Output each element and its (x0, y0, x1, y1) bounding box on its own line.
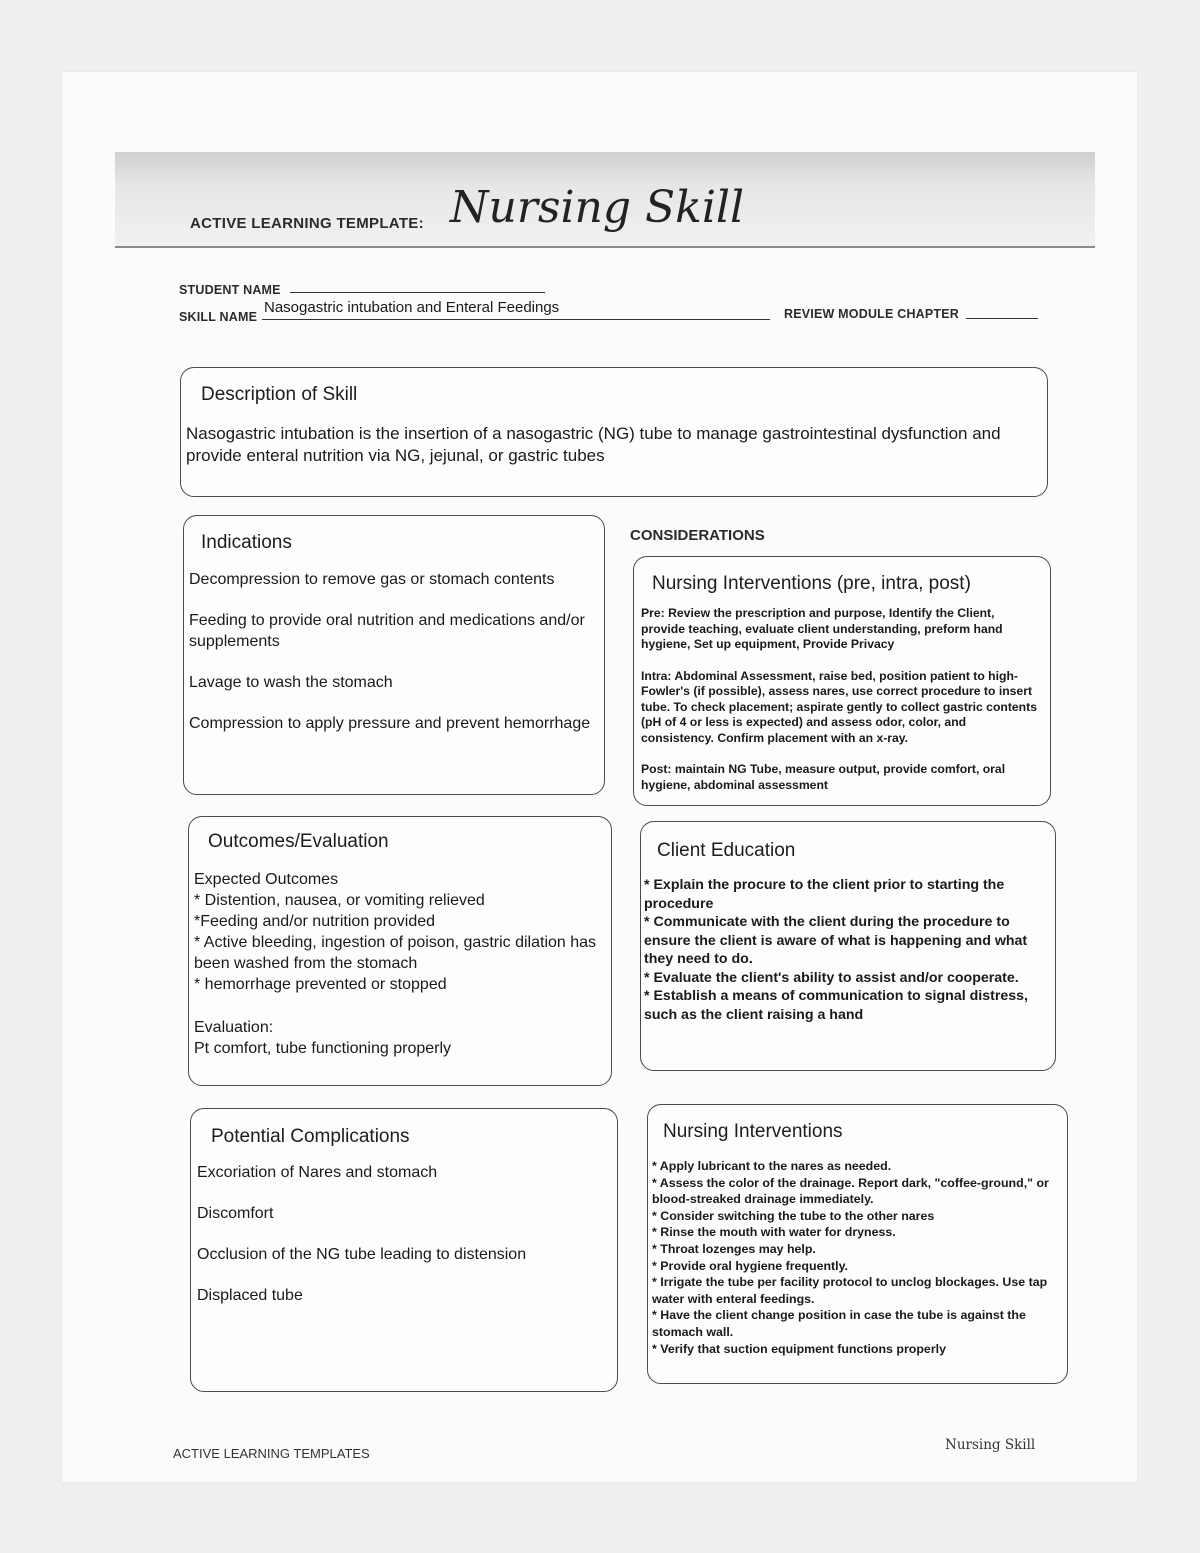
complication-item: Occlusion of the NG tube leading to distension (197, 1246, 527, 1263)
student-name-line[interactable] (290, 292, 545, 293)
review-module-label: REVIEW MODULE CHAPTER (784, 307, 960, 321)
template-label: ACTIVE LEARNING TEMPLATE: (190, 215, 424, 232)
nursing-interventions-title: Nursing Interventions (663, 1121, 843, 1142)
nursing-interventions-pip-body (641, 606, 1041, 793)
pre-text: Pre: Review the prescription and purpose, Identify the Client, provide teaching, evaluate client understanding, preform hand hygiene, Set up equipment, Provide Privacy (641, 606, 1003, 651)
nursing-intervention-item: * Apply lubricant to the nares as needed. (652, 1159, 892, 1173)
description-text: Nasogastric intubation is the insertion of a nasogastric (NG) tube to manage gastrointestinal dysfunction and provide enteral nutrition via NG, jejunal, or gastric tubes (186, 424, 1001, 465)
post-text: Post: maintain NG Tube, measure output, provide comfort, oral hygiene, abdominal assessment (641, 762, 1006, 792)
client-education-item: * Establish a means of communication to signal distress, such as the client raising a hand (644, 988, 1028, 1023)
skill-name-line[interactable] (262, 319, 770, 320)
client-education-title: Client Education (657, 840, 796, 861)
student-name-label: STUDENT NAME (179, 283, 281, 297)
client-education-item: * Communicate with the client during the procedure to ensure the client is aware of what is happening and what they need to do. (644, 914, 1028, 967)
indications-list (189, 569, 597, 734)
nursing-intervention-item: * Assess the color of the drainage. Report dark, "coffee-ground," or blood-streaked drainage immediately. (652, 1175, 1049, 1207)
footer-right: Nursing Skill (945, 1437, 1036, 1453)
nursing-intervention-item: * Rinse the mouth with water for dryness. (652, 1225, 896, 1240)
nursing-intervention-item: * Consider switching the tube to the other nares (652, 1208, 935, 1223)
outcomes-title: Outcomes/Evaluation (208, 831, 389, 852)
review-module-line[interactable] (966, 318, 1038, 319)
expected-outcomes-heading: Expected Outcomes (194, 871, 339, 888)
nursing-intervention-item: * Throat lozenges may help. (652, 1241, 816, 1256)
expected-outcome-item: * Distention, nausea, or vomiting relieved (194, 892, 485, 909)
complications-list (197, 1162, 607, 1306)
template-title: Nursing Skill (450, 182, 745, 233)
intra-text: Intra: Abdominal Assessment, raise bed, position patient to high-Fowler's (if possible), assess nares, use correct procedure to insert tube. To check placement; aspirate gently to collect gastric contents (pH of 4 or less is expected) and assess odor, color, and consistency. Confirm placement with an x-ray. (641, 668, 1037, 745)
evaluation-heading: Evaluation: (194, 1019, 274, 1036)
nursing-interventions-list (652, 1158, 1060, 1357)
client-education-item: * Explain the procure to the client prior to starting the procedure (644, 877, 1005, 912)
expected-outcome-item: *Feeding and/or nutrition provided (194, 913, 436, 930)
footer-left: ACTIVE LEARNING TEMPLATES (173, 1446, 370, 1461)
description-title: Description of Skill (201, 384, 358, 405)
indication-item: Compression to apply pressure and prevent hemorrhage (189, 715, 591, 732)
complication-item: Discomfort (197, 1205, 274, 1222)
nursing-intervention-item: * Verify that suction equipment functions properly (652, 1341, 946, 1356)
indication-item: Lavage to wash the stomach (189, 674, 393, 691)
complication-item: Excoriation of Nares and stomach (197, 1164, 438, 1181)
indications-title: Indications (201, 532, 292, 553)
skill-name-value: Nasogastric intubation and Enteral Feedings (264, 299, 560, 316)
nursing-intervention-item: * Irrigate the tube per facility protocol to unclog blockages. Use tap water with enteral feedings. (652, 1275, 1048, 1306)
complication-item: Displaced tube (197, 1287, 303, 1304)
evaluation-text: Pt comfort, tube functioning properly (194, 1040, 452, 1057)
client-education-body (644, 876, 1046, 1024)
expected-outcome-item: * Active bleeding, ingestion of poison, gastric dilation has been washed from the stomach (194, 934, 597, 972)
nursing-intervention-item: * Provide oral hygiene frequently. (652, 1258, 849, 1273)
expected-outcome-item: * hemorrhage prevented or stopped (194, 976, 447, 993)
client-education-item: * Evaluate the client's ability to assist and/or cooperate. (644, 969, 1019, 986)
considerations-label: CONSIDERATIONS (630, 527, 765, 544)
nursing-interventions-pip-title: Nursing Interventions (pre, intra, post) (652, 573, 971, 594)
outcomes-body (194, 869, 599, 1059)
indication-item: Decompression to remove gas or stomach contents (189, 571, 555, 588)
nursing-intervention-item: * Have the client change position in case the tube is against the stomach wall. (652, 1308, 1026, 1339)
indication-item: Feeding to provide oral nutrition and medications and/or supplements (189, 612, 585, 650)
complications-title: Potential Complications (211, 1126, 410, 1147)
skill-name-label: SKILL NAME (179, 310, 258, 324)
